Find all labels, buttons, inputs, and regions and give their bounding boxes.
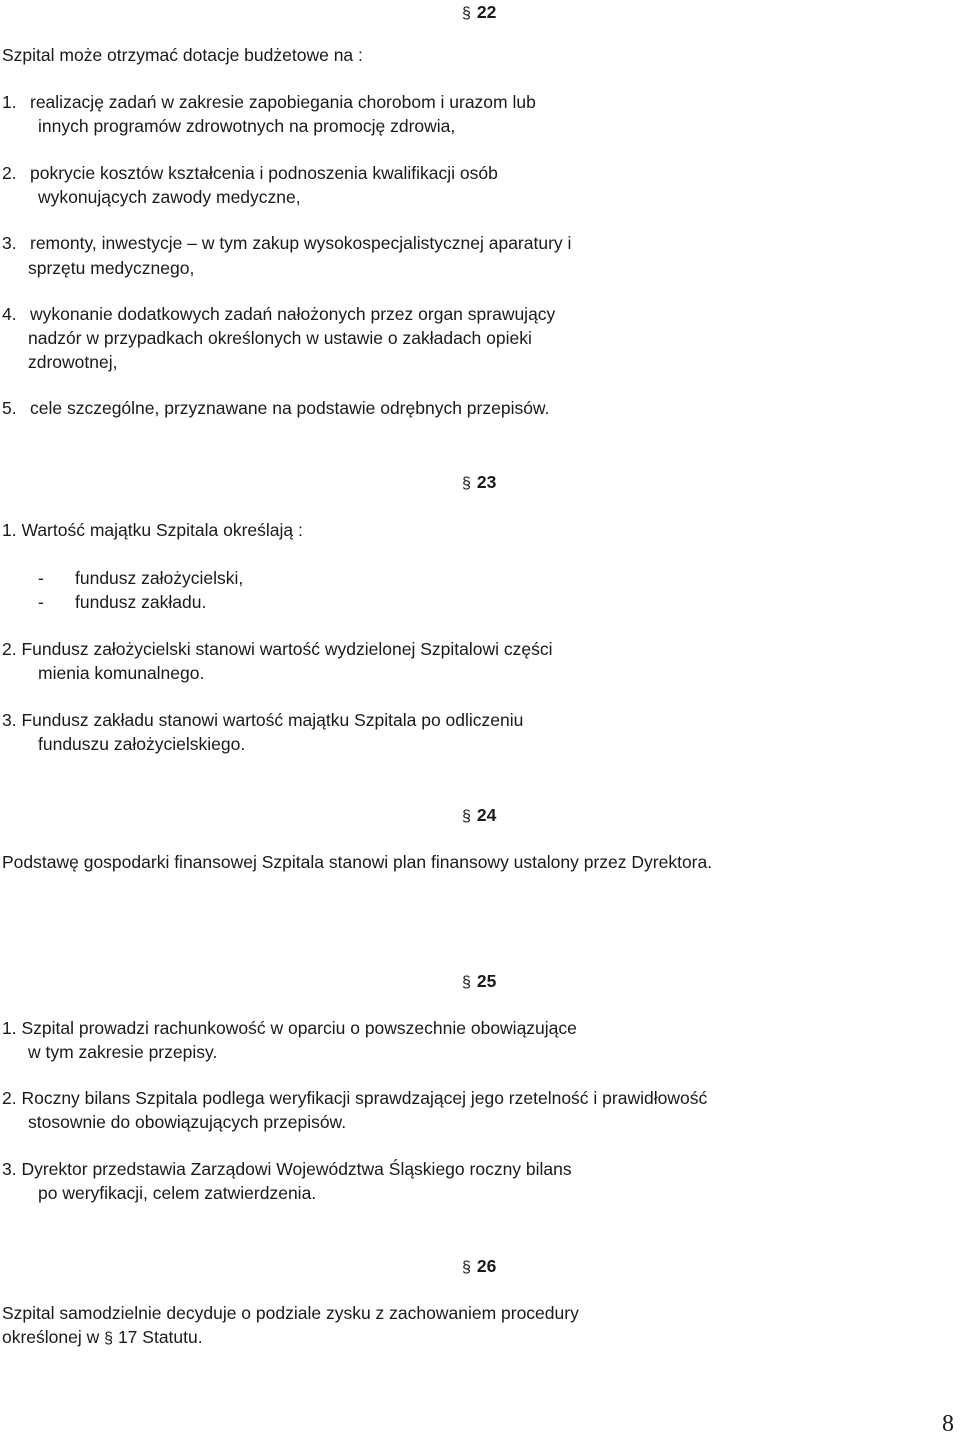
- dash-bullet: -: [38, 592, 44, 612]
- paragraph: 2. Fundusz założycielski stanowi wartość wydzielonej Szpitalowi części: [2, 639, 553, 659]
- section-heading-22: § 22: [462, 0, 496, 26]
- paragraph-line: w tym zakresie przepisy.: [28, 1042, 218, 1062]
- intro-text: Szpital może otrzymać dotacje budżetowe na :: [2, 45, 363, 65]
- section-heading-25: § 25: [462, 969, 496, 995]
- list-item-line: sprzętu medycznego,: [28, 258, 195, 278]
- list-item-line: innych programów zdrowotnych na promocję zdrowia,: [38, 116, 456, 136]
- section-symbol: §: [462, 5, 471, 22]
- paragraph: 3. Fundusz zakładu stanowi wartość majątku Szpitala po odliczeniu: [2, 710, 524, 730]
- section-symbol: §: [104, 1330, 114, 1347]
- dash-item: fundusz zakładu.: [75, 592, 207, 612]
- section-symbol: §: [462, 1259, 471, 1276]
- list-item-number: 4.: [2, 304, 17, 324]
- page-number: 8: [942, 1411, 954, 1437]
- section-heading-26: § 26: [462, 1254, 496, 1280]
- list-item-line: cele szczególne, przyznawane na podstawie odrębnych przepisów.: [30, 398, 550, 418]
- list-item-number: 3.: [2, 233, 17, 253]
- section-symbol: §: [462, 808, 471, 825]
- list-item-line: pokrycie kosztów kształcenia i podnoszenia kwalifikacji osób: [30, 163, 498, 183]
- list-item-number: 1.: [2, 92, 17, 112]
- section-heading-24: § 24: [462, 803, 496, 829]
- paragraph: 1. Szpital prowadzi rachunkowość w oparciu o powszechnie obowiązujące: [2, 1018, 577, 1038]
- section-symbol: §: [462, 475, 471, 492]
- dash-item: fundusz założycielski,: [75, 568, 244, 588]
- paragraph-line: określonej w § 17 Statutu.: [2, 1327, 203, 1347]
- paragraph: 1. Wartość majątku Szpitala określają :: [2, 520, 303, 540]
- paragraph-line: funduszu założycielskiego.: [38, 734, 246, 754]
- list-item-number: 5.: [2, 398, 17, 418]
- paragraph: 2. Roczny bilans Szpitala podlega weryfikacji sprawdzającej jego rzetelność i prawidłowość: [2, 1088, 708, 1108]
- section-symbol: §: [462, 974, 471, 991]
- list-item-line: nadzór w przypadkach określonych w ustawie o zakładach opieki: [28, 328, 532, 348]
- list-item-line: wykonanie dodatkowych zadań nałożonych przez organ sprawujący: [30, 304, 556, 324]
- paragraph: Podstawę gospodarki finansowej Szpitala stanowi plan finansowy ustalony przez Dyrektora.: [2, 852, 713, 872]
- dash-bullet: -: [38, 568, 44, 588]
- list-item-number: 2.: [2, 163, 17, 183]
- paragraph-line: mienia komunalnego.: [38, 663, 205, 683]
- section-heading-23: § 23: [462, 470, 496, 496]
- list-item-line: remonty, inwestycje – w tym zakup wysokospecjalistycznej aparatury i: [30, 233, 572, 253]
- list-item-line: wykonujących zawody medyczne,: [38, 187, 301, 207]
- list-item-line: zdrowotnej,: [28, 352, 118, 372]
- paragraph: Szpital samodzielnie decyduje o podziale zysku z zachowaniem procedury: [2, 1303, 579, 1323]
- paragraph: 3. Dyrektor przedstawia Zarządowi Województwa Śląskiego roczny bilans: [2, 1159, 572, 1179]
- paragraph-line: stosownie do obowiązujących przepisów.: [28, 1112, 347, 1132]
- list-item-line: realizację zadań w zakresie zapobiegania chorobom i urazom lub: [30, 92, 536, 112]
- paragraph-line: po weryfikacji, celem zatwierdzenia.: [38, 1183, 317, 1203]
